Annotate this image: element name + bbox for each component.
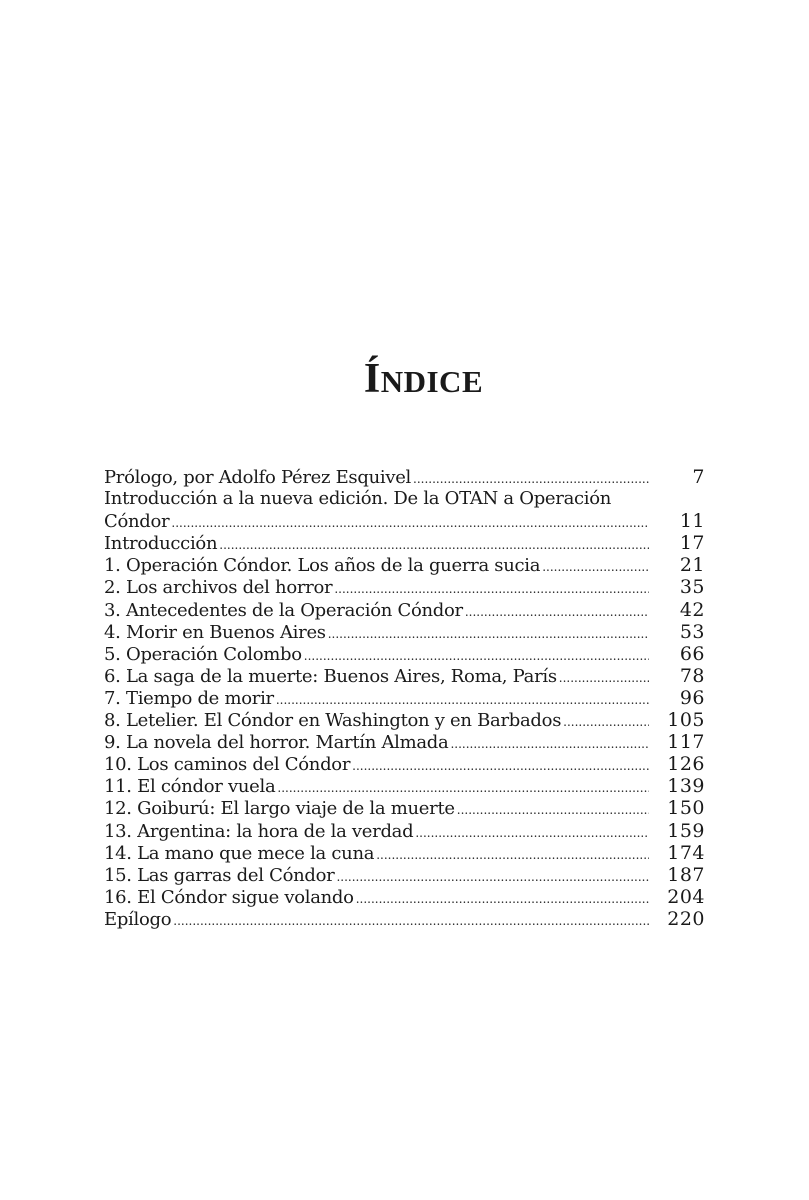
toc-entry-title-wrap [104,821,413,843]
toc-entry-number: 3. [104,599,121,621]
toc-dot-leader [173,910,649,932]
toc-entry-number: 16. [104,886,132,908]
toc-entry-title-wrap [104,776,275,798]
toc-entry-page: 126 [667,753,705,776]
toc-entry-title-wrap [104,887,354,909]
toc-entry [104,797,705,819]
toc-entry-title: Los caminos del Cóndor [137,754,351,776]
toc-entry [104,908,705,930]
toc-entry-title: La saga de la muerte: Buenos Aires, Roma, París [126,665,557,687]
toc-entry-title-wrap [104,555,540,577]
toc-entry [104,532,705,554]
toc-entry [104,643,705,665]
toc-dot-leader [276,689,649,711]
toc-entry-number: 8. [104,710,121,732]
toc-entry [104,842,705,864]
toc-dot-leader [336,866,649,888]
table-of-contents [104,466,705,930]
toc-entry [104,709,705,731]
toc-entry-title: Operación Cóndor. Los años de la guerra sucia [126,555,541,577]
toc-entry [104,820,705,842]
toc-entry-title-wrap [104,865,334,887]
toc-entry-page: 117 [667,731,705,754]
toc-entry-page: 150 [667,797,705,820]
toc-entry-number: 10. [104,754,132,776]
toc-entry-title: La novela del horror. Martín Almada [126,732,449,754]
toc-entry [104,621,705,643]
toc-entry-page: 159 [667,819,705,842]
toc-entry-title: Morir en Buenos Aires [126,621,326,643]
toc-entry-number: 15. [104,864,132,886]
toc-entry-title: Las garras del Cóndor [137,864,335,886]
toc-dot-leader [171,512,649,534]
toc-entry-page: 220 [667,907,705,930]
toc-entry-title: Antecedentes de la Operación Cóndor [126,599,463,621]
toc-entry-title: Cóndor [104,511,170,533]
toc-dot-leader [415,822,649,844]
toc-dot-leader [356,888,649,910]
toc-dot-leader [376,844,649,866]
toc-entry-title-line1: Introducción a la nueva edición. De la OTAN a Operación [104,488,612,510]
toc-entry [104,864,705,886]
toc-entry-page: 35 [679,576,705,599]
page-title-initial: Í [363,355,381,402]
toc-entry-number: 11. [104,776,132,798]
toc-entry-number: 6. [104,665,121,687]
toc-entry-page: 105 [667,709,705,732]
toc-entry-title-wrap [104,577,332,599]
toc-entry-title: Operación Colombo [126,643,302,665]
toc-entry [104,753,705,775]
toc-dot-leader [334,578,649,600]
toc-entry-page: 53 [679,620,705,643]
toc-entry-page: 66 [679,642,705,665]
toc-entry-page: 96 [679,686,705,709]
toc-entry-title: Goiburú: El largo viaje de la muerte [137,798,455,820]
toc-dot-leader [219,534,649,556]
toc-entry-page: 78 [679,664,705,687]
toc-entry-title-wrap [104,622,326,644]
toc-dot-leader [304,645,649,667]
toc-entry-page: 11 [679,510,705,533]
toc-entry-title: El Cóndor sigue volando [137,886,354,908]
toc-entry [104,775,705,797]
toc-entry-page: 7 [692,466,705,488]
toc-entry-title-wrap [104,843,374,865]
toc-entry-title: Argentina: la hora de la verdad [137,820,414,842]
toc-entry-title: El cóndor vuela [137,776,276,798]
toc-entry-number: 14. [104,842,132,864]
toc-entry-title: Letelier. El Cóndor en Washington y en Barbados [126,710,562,732]
toc-dot-leader [352,755,649,777]
toc-entry-title-wrap [104,798,455,820]
toc-entry-wrapped-line [104,488,705,510]
toc-entry [104,576,705,598]
toc-entry-number: 9. [104,732,121,754]
toc-entry-number: 12. [104,798,132,820]
toc-dot-leader [559,667,649,689]
toc-entry-page: 21 [679,554,705,577]
toc-entry [104,886,705,908]
page-title [0,357,809,404]
toc-entry-number: 1. [104,555,121,577]
toc-entry [104,687,705,709]
toc-entry-page: 204 [667,885,705,908]
toc-entry-title: Tiempo de morir [126,687,274,709]
toc-entry [104,510,705,532]
toc-dot-leader [542,556,649,578]
toc-entry-title: Introducción [104,533,218,555]
toc-entry-title-wrap [104,732,448,754]
toc-dot-leader [328,623,649,645]
toc-entry-number: 5. [104,643,121,665]
toc-dot-leader [277,777,649,799]
toc-entry-title: Epílogo [104,908,172,930]
toc-entry-number: 2. [104,577,121,599]
toc-entry [104,466,705,488]
toc-entry-number: 13. [104,820,132,842]
toc-entry [104,599,705,621]
toc-dot-leader [450,733,649,755]
toc-entry-number: 7. [104,687,121,709]
toc-dot-leader [465,601,649,623]
toc-entry-page: 139 [667,775,705,798]
toc-entry-title: La mano que mece la cuna [137,842,375,864]
toc-entry-title-wrap [104,644,302,666]
toc-entry [104,554,705,576]
toc-dot-leader [457,799,649,821]
toc-entry-title: Prólogo, por Adolfo Pérez Esquivel [104,467,412,488]
page-title-rest: NDICE [380,363,484,399]
toc-dot-leader [563,711,649,733]
toc-entry [104,665,705,687]
toc-entry-page: 174 [667,841,705,864]
toc-entry [104,731,705,753]
toc-dot-leader [413,468,649,490]
toc-entry-title-wrap [104,710,561,732]
toc-entry-page: 17 [679,532,705,555]
toc-entry-title-wrap [104,666,557,688]
toc-entry-title: Los archivos del horror [126,577,333,599]
toc-entry-page: 187 [667,863,705,886]
toc-entry-number: 4. [104,621,121,643]
toc-entry-title-wrap [104,688,274,710]
toc-entry-page: 42 [679,598,705,621]
toc-entry-title-wrap [104,600,463,622]
toc-entry-title-wrap [104,754,350,776]
